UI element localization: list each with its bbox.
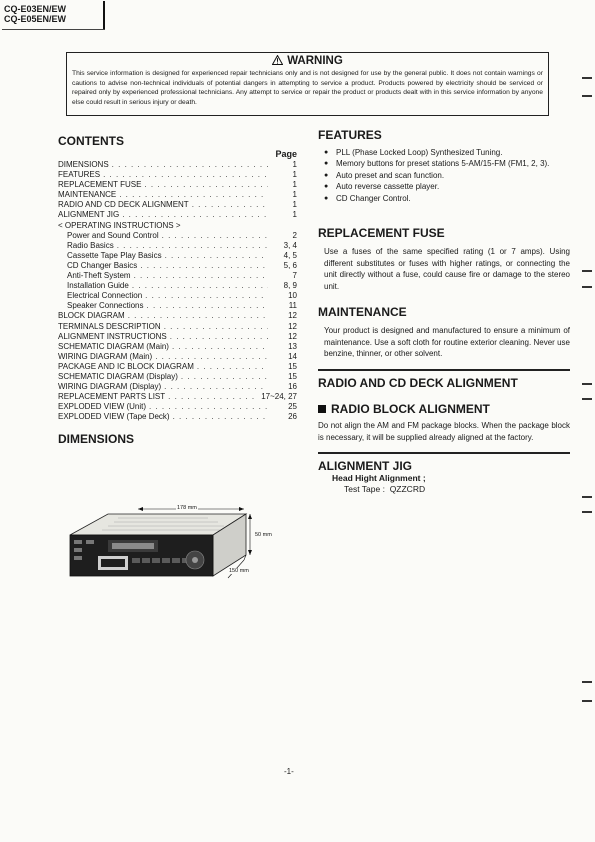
- page-number: -1-: [284, 767, 294, 776]
- fuse-title: REPLACEMENT FUSE: [318, 226, 445, 241]
- toc-item[interactable]: WIRING DIAGRAM (Main) . . . 14: [58, 352, 303, 362]
- square-bullet-icon: [318, 405, 326, 413]
- width-dimension-label: 178 mm: [177, 505, 197, 511]
- toc-item[interactable]: REPLACEMENT PARTS LIST . . . 17~24, 27: [58, 392, 303, 402]
- toc-item[interactable]: CD Changer Basics . . . 5, 6: [58, 261, 303, 271]
- toc-item[interactable]: ALIGNMENT JIG . . . 1: [58, 210, 303, 220]
- features-list: [318, 148, 570, 204]
- tape-value: QZZCRD: [389, 484, 426, 495]
- model-line-1: CQ-E03EN/EW: [4, 4, 67, 14]
- toc-item[interactable]: Anti-Theft System . . . 7: [58, 271, 303, 281]
- height-dimension-label: 50 mm: [255, 532, 272, 538]
- radio-block-text: Do not align the AM and FM package blocks. When the package block is necessary, it will be supplied already aligned at the factory.: [318, 420, 570, 442]
- list-item: ● Auto reverse cassette player.: [324, 182, 440, 192]
- toc-item[interactable]: FEATURES . . . 1: [58, 170, 303, 180]
- toc-item[interactable]: SCHEMATIC DIAGRAM (Display) . . . 15: [58, 372, 303, 382]
- list-item: ● CD Changer Control.: [324, 193, 411, 203]
- edge-mark: [582, 398, 592, 400]
- toc-item[interactable]: Power and Sound Control . . . 2: [58, 231, 303, 241]
- edge-mark: [582, 383, 592, 385]
- contents-title: CONTENTS: [58, 134, 124, 148]
- warning-text: This service information is designed for experienced repair technicians only and is not designed for use by the general public. It does not contain warnings or cautions to advise non-technical individuals of potential dangers in attempting to service a product. Products powered by electricity should be serviced or repaired only by experienced professional technicians. Any attempt to service or repair the product or products dealt with in this service information by anyone else could result in serious injury or death.: [72, 70, 543, 106]
- toc-item[interactable]: Installation Guide . . . 8, 9: [58, 281, 303, 291]
- toc-item[interactable]: Electrical Connection . . . 10: [58, 291, 303, 301]
- list-item: ● Auto preset and scan function.: [324, 170, 445, 180]
- fuse-text: Use a fuses of the same specified rating (1 or 7 amps). Using different substitutes or fuses with higher ratings, or connecting the unit directly without a fuse, could cause fire or damage to the stereo unit.: [324, 247, 570, 292]
- warning-box: [66, 52, 549, 116]
- warning-triangle-icon: [272, 55, 283, 65]
- right-column: [318, 128, 570, 495]
- dimensions-title: DIMENSIONS: [58, 432, 135, 447]
- edge-mark: [582, 270, 592, 272]
- contents-page-label: Page: [275, 149, 297, 159]
- toc-item[interactable]: REPLACEMENT FUSE . . . 1: [58, 180, 303, 190]
- bullet-icon: ●: [324, 171, 329, 179]
- bullet-icon: ●: [324, 160, 329, 168]
- car-stereo-drawing-icon: [68, 500, 278, 595]
- section-divider: [318, 452, 570, 454]
- tape-label: Test Tape :: [344, 484, 385, 495]
- jig-title: ALIGNMENT JIG: [318, 459, 413, 474]
- alignment-title: RADIO AND CD DECK ALIGNMENT: [318, 375, 518, 390]
- toc-item[interactable]: ALIGNMENT INSTRUCTIONS . . . 12: [58, 332, 303, 342]
- model-line-2: CQ-E05EN/EW: [4, 14, 67, 24]
- table-of-contents: [58, 160, 303, 422]
- warning-title: WARNING: [287, 55, 343, 67]
- toc-item[interactable]: Cassette Tape Play Basics . . . 4, 5: [58, 251, 303, 261]
- model-underline: [2, 29, 105, 30]
- maintenance-title: MAINTENANCE: [318, 304, 407, 319]
- bullet-icon: ●: [324, 149, 329, 156]
- dimensions-figure: [68, 500, 278, 595]
- edge-mark: [582, 496, 592, 498]
- maintenance-section: [318, 305, 570, 360]
- depth-dimension-label: 150 mm: [229, 568, 249, 574]
- toc-item[interactable]: Speaker Connections . . . 11: [58, 301, 303, 311]
- toc-item[interactable]: Radio Basics . . . 3, 4: [58, 241, 303, 251]
- edge-mark: [582, 511, 592, 513]
- fuse-section: [318, 226, 570, 293]
- toc-item[interactable]: PACKAGE AND IC BLOCK DIAGRAM . . . 15: [58, 362, 303, 372]
- warning-heading: [72, 55, 543, 68]
- toc-item[interactable]: RADIO AND CD DECK ALIGNMENT . . . 1: [58, 200, 303, 210]
- edge-mark: [582, 681, 592, 683]
- jig-tape-line: [344, 484, 570, 495]
- maintenance-text: Your product is designed and manufactured to ensure a minimum of maintenance. Use a soft cloth for routine exterior cleaning. Never use benzine, thinner, or other solvent.: [324, 325, 570, 359]
- edge-mark: [582, 95, 592, 97]
- list-item: ● PLL (Phase Locked Loop) Synthesized Tuning.: [324, 148, 503, 157]
- toc-item[interactable]: WIRING DIAGRAM (Display) . . . 16: [58, 382, 303, 392]
- list-item: ● Memory buttons for preset stations 5-AM/15-FM (FM1, 2, 3).: [324, 159, 550, 169]
- toc-item[interactable]: SCHEMATIC DIAGRAM (Main) . . . 13: [58, 342, 303, 352]
- toc-item[interactable]: EXPLODED VIEW (Tape Deck) . . . 26: [58, 412, 303, 422]
- toc-item[interactable]: BLOCK DIAGRAM . . . 12: [58, 311, 303, 321]
- edge-mark: [582, 286, 592, 288]
- toc-item[interactable]: DIMENSIONS . . . 1: [58, 160, 303, 170]
- model-identifier: [4, 4, 66, 24]
- section-divider: [318, 369, 570, 371]
- toc-item[interactable]: MAINTENANCE . . . 1: [58, 190, 303, 200]
- toc-group-heading: < OPERATING INSTRUCTIONS >: [58, 220, 181, 230]
- left-column: [58, 134, 303, 446]
- model-bar-divider: [103, 1, 105, 29]
- edge-mark: [582, 700, 592, 702]
- radio-block-title: RADIO BLOCK ALIGNMENT: [318, 402, 570, 416]
- edge-mark: [582, 77, 592, 79]
- features-title: FEATURES: [318, 128, 382, 142]
- jig-head-line: Head Hight Alignment ;: [332, 473, 426, 484]
- toc-item[interactable]: TERMINALS DESCRIPTION . . . 12: [58, 322, 303, 332]
- bullet-icon: ●: [324, 183, 329, 191]
- toc-item[interactable]: EXPLODED VIEW (Unit) . . . 25: [58, 402, 303, 412]
- bullet-icon: ●: [324, 194, 329, 202]
